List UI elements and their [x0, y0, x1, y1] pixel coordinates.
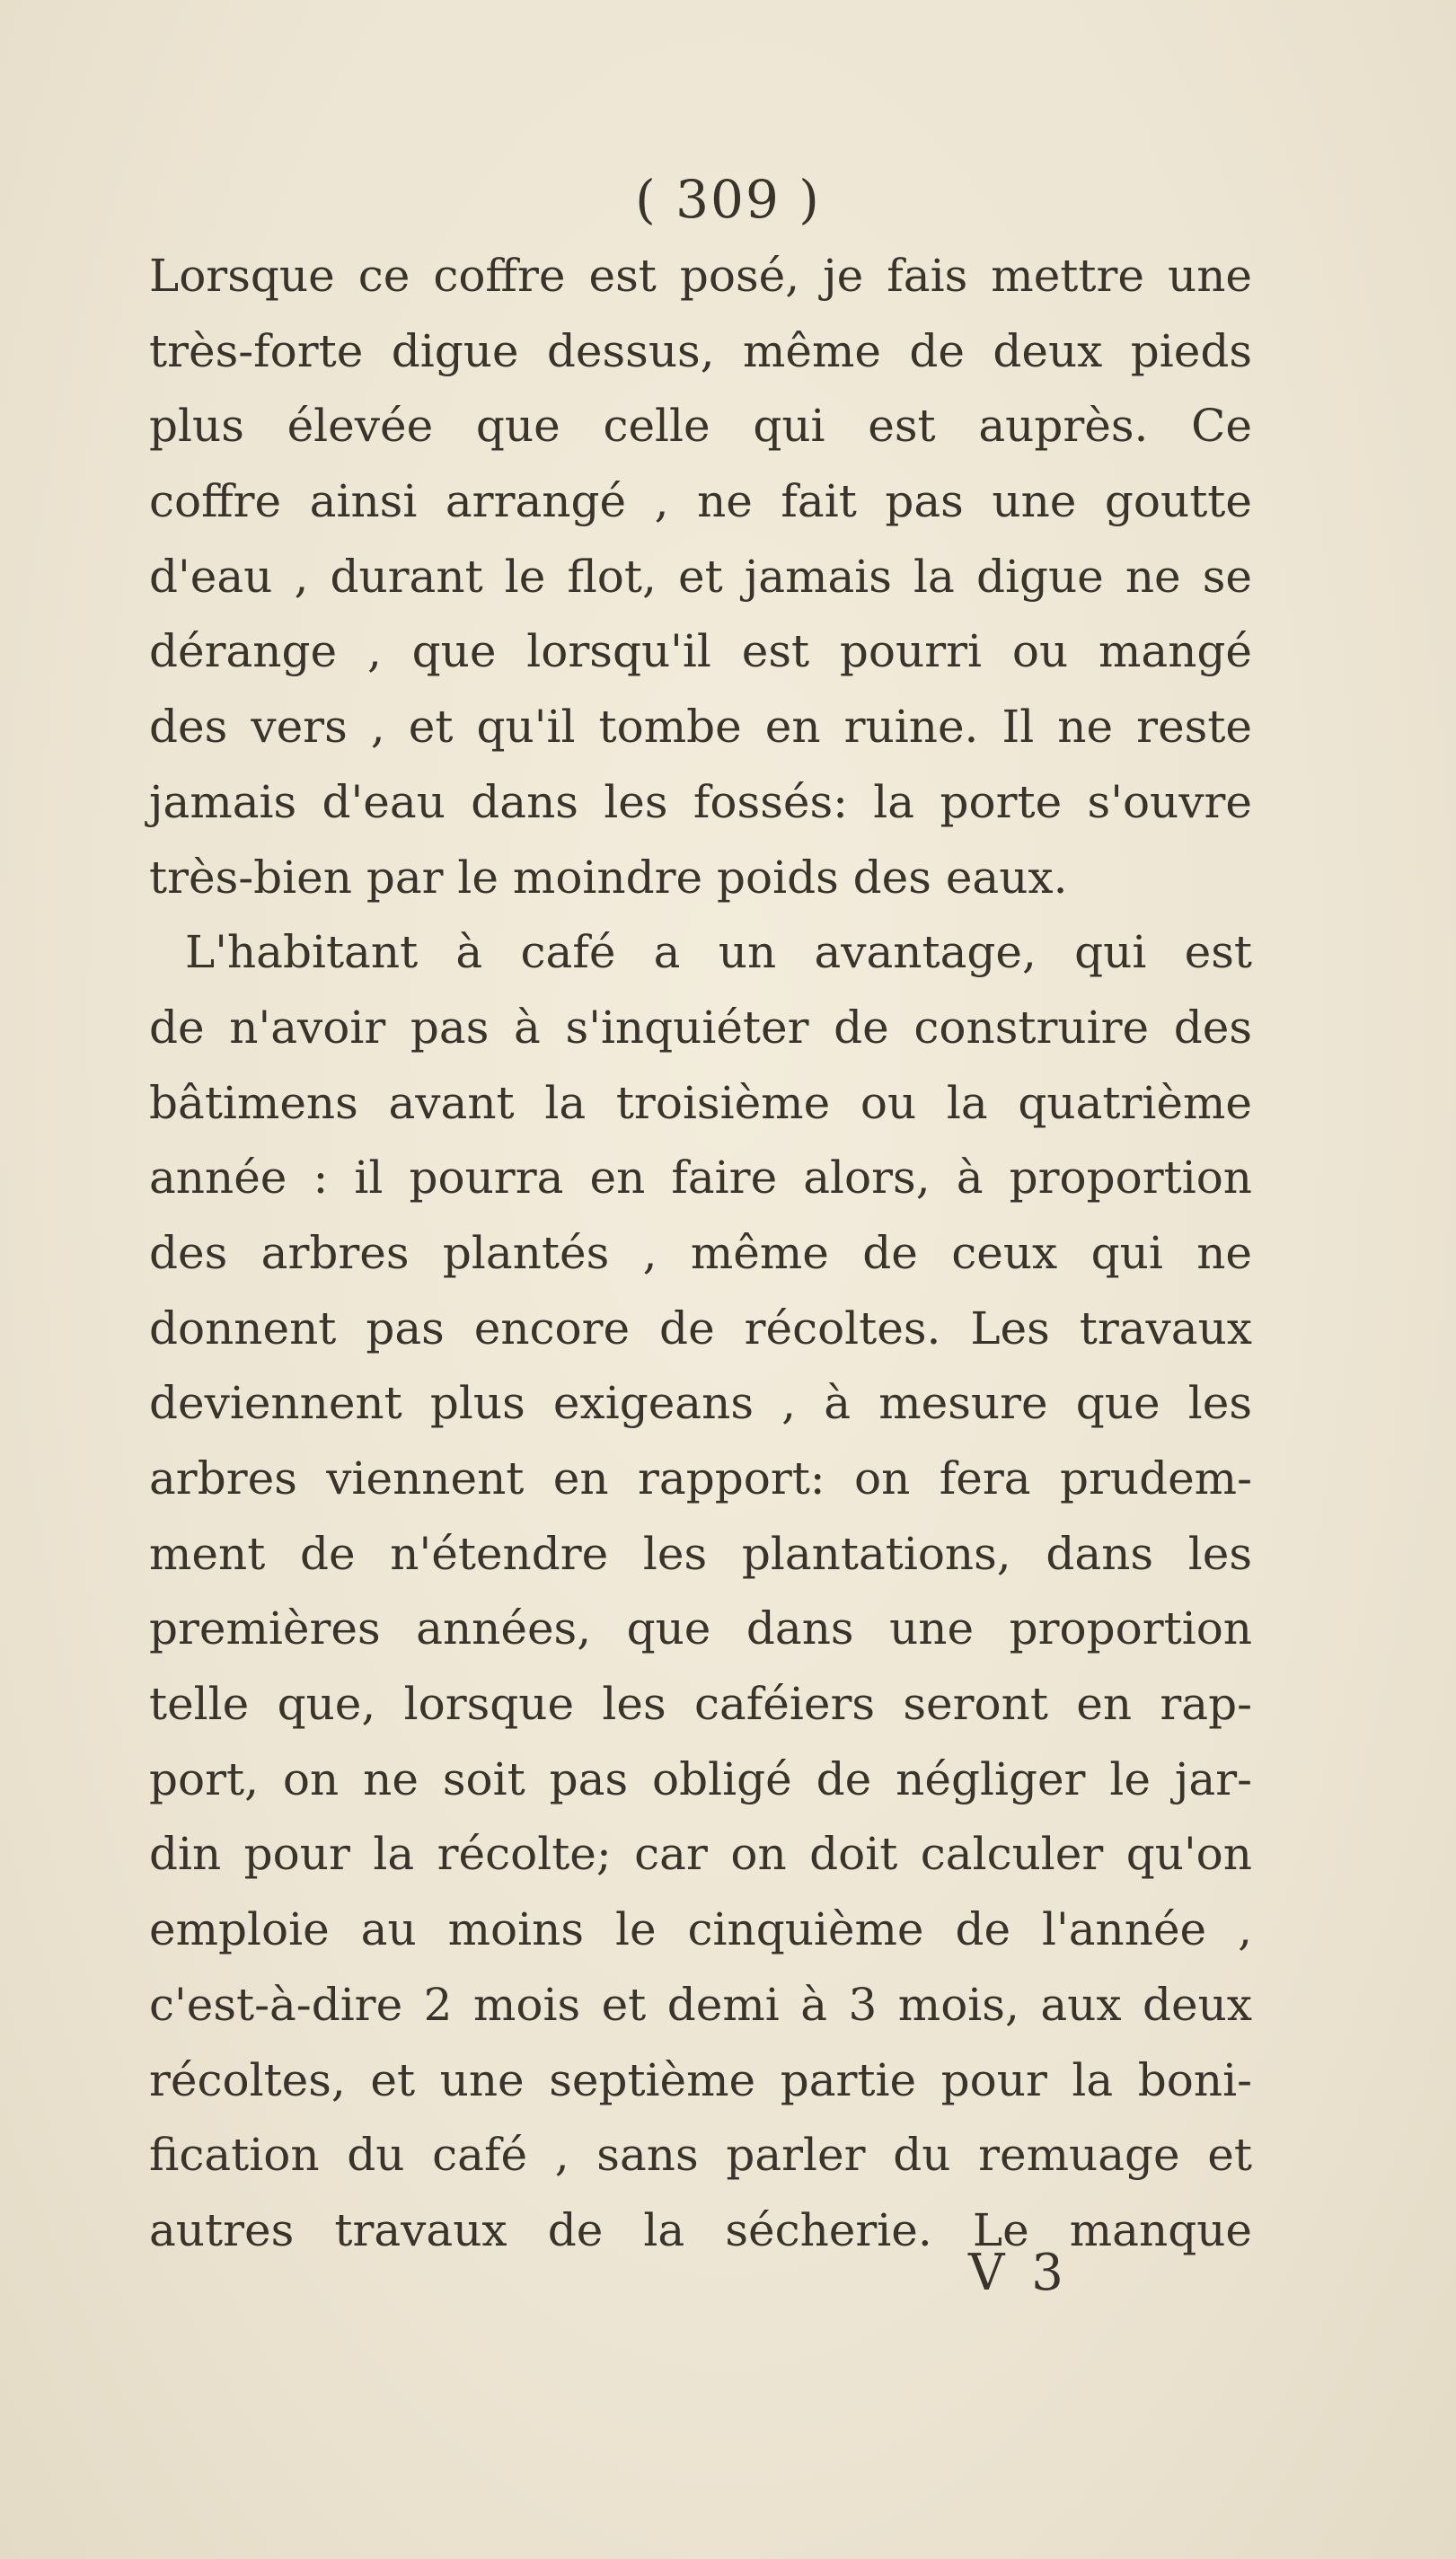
- text-line: autres travaux de la sécherie. Le manque: [149, 2203, 1252, 2256]
- text-line: ment de n'étendre les plantations, dans les: [149, 1527, 1252, 1580]
- text-line: premières années, que dans une proportion: [149, 1602, 1252, 1655]
- text-line: port, on ne soit pas obligé de négliger le jar-: [149, 1752, 1252, 1805]
- text-line: année : il pourra en faire alors, à proportion: [149, 1152, 1252, 1204]
- body-text: [149, 239, 1252, 2269]
- text-line: telle que, lorsque les caféiers seront en rap-: [149, 1678, 1252, 1731]
- page-number: ( 309 ): [635, 169, 821, 230]
- signature-mark: V 3: [968, 2244, 1069, 2302]
- text-line: Lorsque ce coffre est posé, je fais mettre une: [149, 250, 1252, 302]
- text-line: coffre ainsi arrangé , ne fait pas une goutte: [149, 475, 1252, 528]
- text-line: très-forte digue dessus, même de deux pieds: [149, 324, 1252, 377]
- text-line: des arbres plantés , même de ceux qui ne: [149, 1226, 1252, 1279]
- text-line: emploie au moins le cinquième de l'année ,: [149, 1903, 1252, 1956]
- text-line: de n'avoir pas à s'inquiéter de construire des: [149, 1001, 1252, 1054]
- text-line: dérange , que lorsqu'il est pourri ou mangé: [149, 625, 1252, 678]
- text-line: des vers , et qu'il tombe en ruine. Il ne reste: [149, 701, 1252, 754]
- text-line: jamais d'eau dans les fossés: la porte s'ouvre: [149, 775, 1252, 828]
- text-line: din pour la récolte; car on doit calculer qu'on: [149, 1828, 1252, 1881]
- text-line: c'est-à-dire 2 mois et demi à 3 mois, aux deux: [149, 1978, 1252, 2031]
- text-line: bâtimens avant la troisième ou la quatrième: [149, 1076, 1252, 1129]
- text-line: plus élevée que celle qui est auprès. Ce: [149, 400, 1252, 453]
- text-line: L'habitant à café a un avantage, qui est: [185, 926, 1252, 979]
- text-line: très-bien par le moindre poids des eaux.: [149, 851, 1068, 904]
- text-line: d'eau , durant le flot, et jamais la digue ne se: [149, 550, 1252, 603]
- text-line: fication du café , sans parler du remuage et: [149, 2129, 1252, 2182]
- text-line: arbres viennent en rapport: on fera prudem-: [149, 1452, 1252, 1505]
- text-line: donnent pas encore de récoltes. Les travaux: [149, 1302, 1252, 1355]
- text-line: récoltes, et une septième partie pour la boni-: [149, 2053, 1252, 2106]
- text-line: deviennent plus exigeans , à mesure que les: [149, 1377, 1252, 1430]
